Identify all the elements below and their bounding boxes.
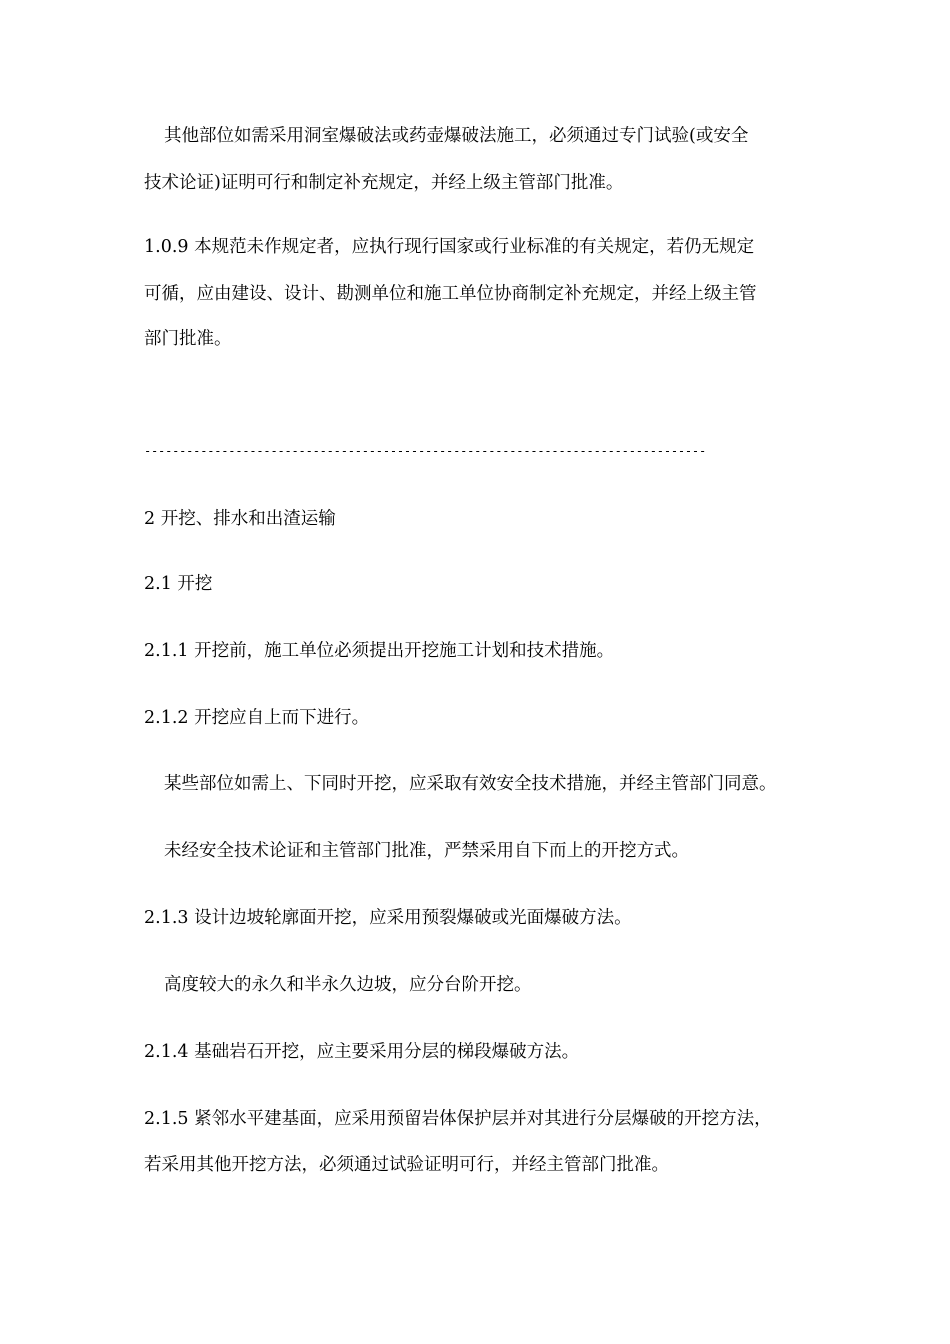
clause-2-1-5-line: 2.1.5 紧邻水平建基面，应采用预留岩体保护层并对其进行分层爆破的开挖方法，: [144, 1109, 772, 1129]
section-separator: --------------------------------------------------------------------------------: [144, 444, 706, 458]
paragraph-line: 其他部位如需采用洞室爆破法或药壶爆破法施工，必须通过专门试验(或安全: [164, 126, 749, 146]
paragraph-line: 技术论证)证明可行和制定补充规定，并经上级主管部门批准。: [144, 173, 624, 193]
clause-2-1-3: 2.1.3 设计边坡轮廓面开挖，应采用预裂爆破或光面爆破方法。: [144, 908, 632, 928]
clause-2-1-3-note: 高度较大的永久和半永久边坡，应分台阶开挖。: [164, 975, 532, 995]
clause-2-1-5-line: 若采用其他开挖方法，必须通过试验证明可行，并经主管部门批准。: [144, 1155, 669, 1175]
chapter-heading: 2 开挖、排水和出渣运输: [144, 509, 336, 529]
section-heading: 2.1 开挖: [144, 574, 213, 594]
clause-2-1-4: 2.1.4 基础岩石开挖，应主要采用分层的梯段爆破方法。: [144, 1042, 580, 1062]
clause-1-0-9-line: 部门批准。: [144, 329, 232, 349]
clause-1-0-9-line: 1.0.9 本规范未作规定者，应执行现行国家或行业标准的有关规定，若仍无规定: [144, 237, 755, 257]
clause-2-1-1: 2.1.1 开挖前，施工单位必须提出开挖施工计划和技术措施。: [144, 641, 615, 661]
clause-2-1-2-note: 未经安全技术论证和主管部门批准，严禁采用自下而上的开挖方式。: [164, 841, 689, 861]
clause-2-1-2-note: 某些部位如需上、下同时开挖，应采取有效安全技术措施，并经主管部门同意。: [164, 774, 777, 794]
clause-1-0-9-line: 可循，应由建设、设计、勘测单位和施工单位协商制定补充规定，并经上级主管: [144, 284, 757, 304]
clause-2-1-2: 2.1.2 开挖应自上而下进行。: [144, 708, 370, 728]
